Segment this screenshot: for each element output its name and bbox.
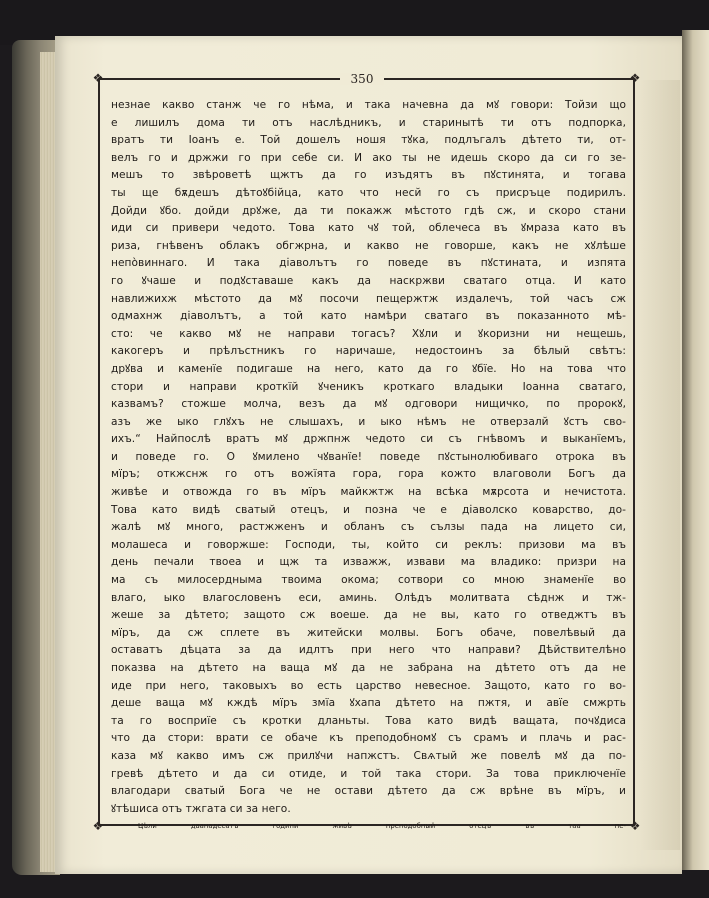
text-line: та го восприїе съ кротки дланьты. Това като видѣ ващата, почꙋдиса [111, 714, 626, 727]
text-line: что да стори: врати се обаче къ преподобномꙋ съ срамъ и плачь и рас- [111, 732, 626, 745]
text-line: непо̀виннаго. И така діаволътъ го поведе въ пꙋстината, и изпята [111, 257, 626, 270]
text-line: навлижихж мѣстото да мꙋ посочи пещержтж издалечъ, той часъ сж [111, 292, 626, 305]
text-line: риза, гнѣвенъ облакъ обгжрна, и какво не говорше, какъ не хꙋлѣше [111, 239, 626, 252]
page-number: 350 [340, 73, 384, 85]
text-line: показва на дѣтето на ваща мꙋ да не забрана на дѣтето отъ да не [111, 662, 626, 674]
text-line: го ꙋчаше и подꙋставаше какъ да наскржви сватаго отца. И като [111, 274, 626, 287]
ornament-corner-icon: ❖ [92, 71, 104, 85]
text-line: казвамъ? стожше молча, везъ да мꙋ одговори нищичко, по пророкꙋ, [111, 398, 626, 411]
ornament-corner-icon: ❖ [92, 819, 104, 833]
text-line: гревѣ дѣтето и да си отиде, и той така стори. За това приключенїе [111, 767, 626, 780]
text-line: молашеса и говоржше: Господи, ты, който си реклъ: призови ма въ [111, 538, 626, 551]
text-line: деше ваща мꙋ кждѣ мїръ змїа ꙋхапа дѣтето на пжтя, и авїе смжрть [111, 697, 626, 710]
text-line: незнае какво станж че го нѣма, и така начевна да мꙋ говори: Тойзи що [111, 99, 626, 111]
text-line: мешъ то звѣроветѣ щжтъ да го изъдятъ въ пꙋстинята, и тогава [111, 169, 626, 182]
text-line: ты ще бѫдешъ дѣтоꙋбійца, като что несй го съ присръце подирилъ. [111, 186, 626, 199]
text-line: влаго, ыко влагословенъ еси, аминь. Олѣдъ молитвата сѣднж и тж- [111, 591, 626, 604]
text-line: оставатъ дѣцата за да идлтъ при него что направи? Дѣйствителѣно [111, 644, 626, 657]
body-text [111, 97, 626, 836]
ornament-corner-icon: ❖ [629, 819, 641, 833]
text-line: Дойди ꙋбо. дойди дрꙋже, да ти покажж мѣстото гдѣ сж, и скоро стани [111, 204, 626, 217]
text-line: живѣе и отвожда го въ мїръ майкжтж на всѣка мѫрсота и нечистота. [111, 486, 626, 499]
text-line: одмахнж діаволътъ, а той като намѣри сватаго въ показанното мѣ- [111, 310, 626, 323]
text-line: велъ го и држжи го при себе си. И ако ты не идешь скоро да си го зе- [111, 151, 626, 164]
text-line: ꙋтѣшиса отъ тжгата си за него. [111, 802, 291, 815]
text-line: Цѣли дванадесатъ години живѣ преподобный отецъ въ таа пе- [138, 822, 626, 831]
text-line: сто: че какво мꙋ не направи тогасъ? Хꙋли и ꙋкоризни ни нещешь, [111, 327, 626, 340]
text-line: дрꙋва и каменїе подигаше на него, като да го ꙋбїе. Но на това что [111, 362, 626, 375]
text-line: влагодари сватый Бога че не остави дѣтето да сж врѣне въ мїръ, и [111, 785, 626, 798]
text-line: и поведе го. О ꙋмилено чꙋванїе! поведе пꙋстынолюбиваго отрока въ [111, 450, 626, 463]
text-line: иди си привери чедото. Това като чꙋ той, облечеса въ ꙋмраза като въ [111, 222, 626, 235]
text-line: стори и направи кроткїй ꙋченикъ кроткаго владыки Іоанна сватаго, [111, 380, 626, 393]
text-line: мїръ, да сж сплете въ житейски молвы. Богъ обаче, повелѣвый да [111, 626, 626, 639]
text-line: каза мꙋ какво имъ сж прилꙋчи напжстъ. Свѧтый же повелѣ мꙋ да по- [111, 749, 626, 762]
text-line: какогеръ и прѣлъстникъ го наричаше, недостоинъ за бѣлый свѣтъ: [111, 345, 626, 358]
text-line: ихъ.“ Найпослѣ вратъ мꙋ држпнж чедото си съ гнѣвомъ и выканїемъ, [111, 433, 626, 446]
text-line: день печали твоеа и щж та изважж, извави ма владико: призри на [111, 556, 626, 569]
text-line: азъ же ыко глꙋхъ не слышахъ, и ыко нѣмъ не отверзалй ꙋстъ сво- [111, 415, 626, 428]
text-line: Това като видѣ сватый отецъ, и позна че е діаволско коварство, до- [111, 503, 626, 516]
text-line: жалѣ мꙋ много, растжженъ и обланъ съ сълзы пада на лицето си, [111, 521, 626, 534]
text-line: мїръ; откжснж го отъ вожїята гора, гора кожто влаговоли Богъ да [111, 468, 626, 481]
text-line: жеше за дѣтето; защото сж воеше. да не вы, като го отведжтъ въ [111, 609, 626, 622]
text-line: вратъ ти Іоанъ е. Той дошелъ ношя тꙋка, подлъгалъ дѣтето ти, от- [111, 134, 626, 147]
text-line: иде при него, таковыхъ во есть царство невесное. Защото, като го во- [111, 679, 626, 692]
page-shading [640, 80, 680, 850]
text-line: е лишилъ дома ти отъ наслѣдникъ, и старинытѣ ти отъ подпорка, [111, 116, 626, 129]
facing-page-edge [682, 30, 709, 870]
text-line: ма съ милосердныма твоима окома; сотвори со мною знаменїе во [111, 574, 626, 587]
ornament-corner-icon: ❖ [629, 71, 641, 85]
